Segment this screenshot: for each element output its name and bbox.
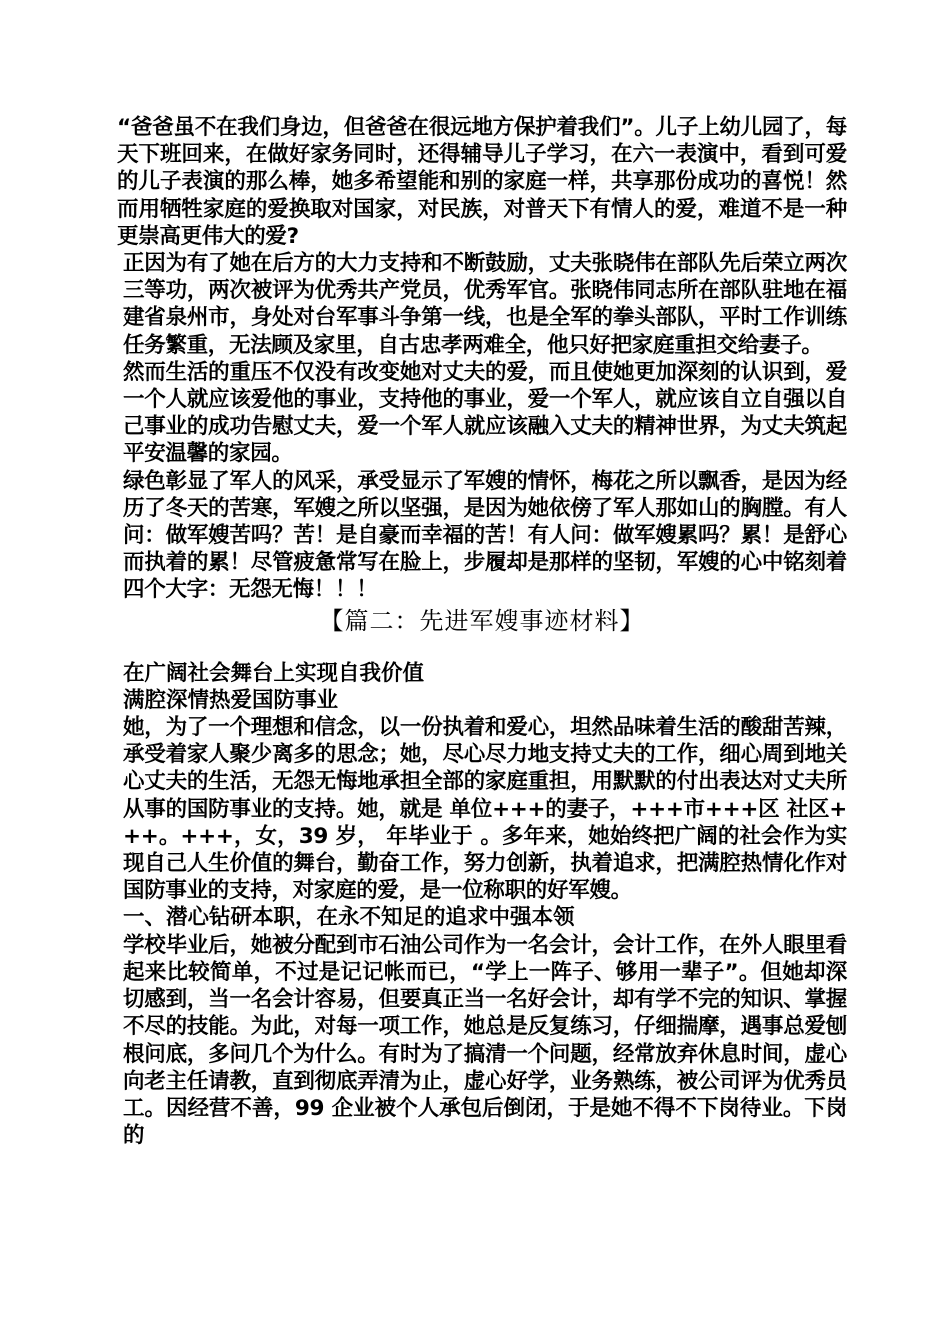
- paragraph-1: “爸爸虽不在我们身边，但爸爸在很远地方保护着我们”。儿子上幼儿园了，每天下班回来，在做好家务同时，还得辅导儿子学习，在六一表演中，看到可爱的儿子表演的那么棒，她多希望能和别的家庭一样，共享那份成功的喜悦！然而用牺牲家庭的爱换取对国家，对民族，对普天下有情人的爱，难道不是一种更崇高更伟大的爱?: [117, 115, 847, 249]
- paragraph-3: 然而生活的重压不仅没有改变她对丈夫的爱，而且使她更加深刻的认识到，爱一个人就应该爱他的事业，支持他的事业，爱一个军人，就应该自立自强以自己事业的成功告慰丈夫，爱一个军人就应该融入丈夫的精神世界，为丈夫筑起平安温馨的家园。: [123, 359, 847, 467]
- paragraph-4: 绿色彰显了军人的风采，承受显示了军嫂的情怀，梅花之所以飘香，是因为经历了冬天的苦寒，军嫂之所以坚强，是因为她依傍了军人那如山的胸膛。有人问：做军嫂苦吗？苦！是自豪而幸福的苦！有人问：做军嫂累吗？累！是舒心而执着的累！尽管疲惫常写在脸上，步履却是那样的坚韧，军嫂的心中铭刻着四个大字：无怨无悔！！！: [123, 468, 847, 603]
- section-heading: 【篇二：先进军嫂事迹材料】: [319, 606, 645, 635]
- section-title-1: 一、潜心钻研本职，在永不知足的追求中强本领: [123, 905, 575, 931]
- paragraph-6: 学校毕业后，她被分配到市石油公司作为一名会计，会计工作，在外人眼里看起来比较简单，不过是记记帐而已，“学上一阵子、够用一辈子”。但她却深切感到，当一名会计容易，但要真正当一名好会计，却有学不完的知识、掌握不尽的技能。为此，对每一项工作，她总是反复练习，仔细揣摩，遇事总爱刨根问底，多问几个为什么。有时为了搞清一个问题，经常放弃休息时间，虚心向老主任请教，直到彻底弄清为止，虚心好学，业务熟练，被公司评为优秀员工。因经营不善，99 企业被个人承包后倒闭，于是她不得不下岗待业。下岗的: [123, 932, 847, 1149]
- paragraph-5: 她，为了一个理想和信念，以一份执着和爱心，坦然品味着生活的酸甜苦辣，承受着家人聚少离多的思念；她，尽心尽力地支持丈夫的工作，细心周到地关心丈夫的生活，无怨无悔地承担全部的家庭重担，用默默的付出表达对丈夫所从事的国防事业的支持。她，就是 单位+++的妻子，+++市+++区 社区+++。+++，女，39 岁， 年毕业于 。多年来，她始终把广阔的社会作为实现自己人生价值的舞台，勤奋工作，努力创新，执着追求，把满腔热情化作对国防事业的支持，对家庭的爱，是一位称职的好军嫂。: [123, 715, 847, 904]
- paragraph-2: 正因为有了她在后方的大力支持和不断鼓励，丈夫张晓伟在部队先后荣立两次三等功，两次被评为优秀共产党员，优秀军官。张晓伟同志所在部队驻地在福建省泉州市，身处对台军事斗争第一线，也是全军的拳头部队，平时工作训练任务繁重，无法顾及家里，自古忠孝两难全，他只好把家庭重担交给妻子。: [123, 251, 847, 358]
- subtitle-2: 满腔深情热爱国防事业: [123, 687, 339, 713]
- subtitle-1: 在广阔社会舞台上实现自我价值: [123, 660, 425, 686]
- document-page: [117, 114, 847, 1149]
